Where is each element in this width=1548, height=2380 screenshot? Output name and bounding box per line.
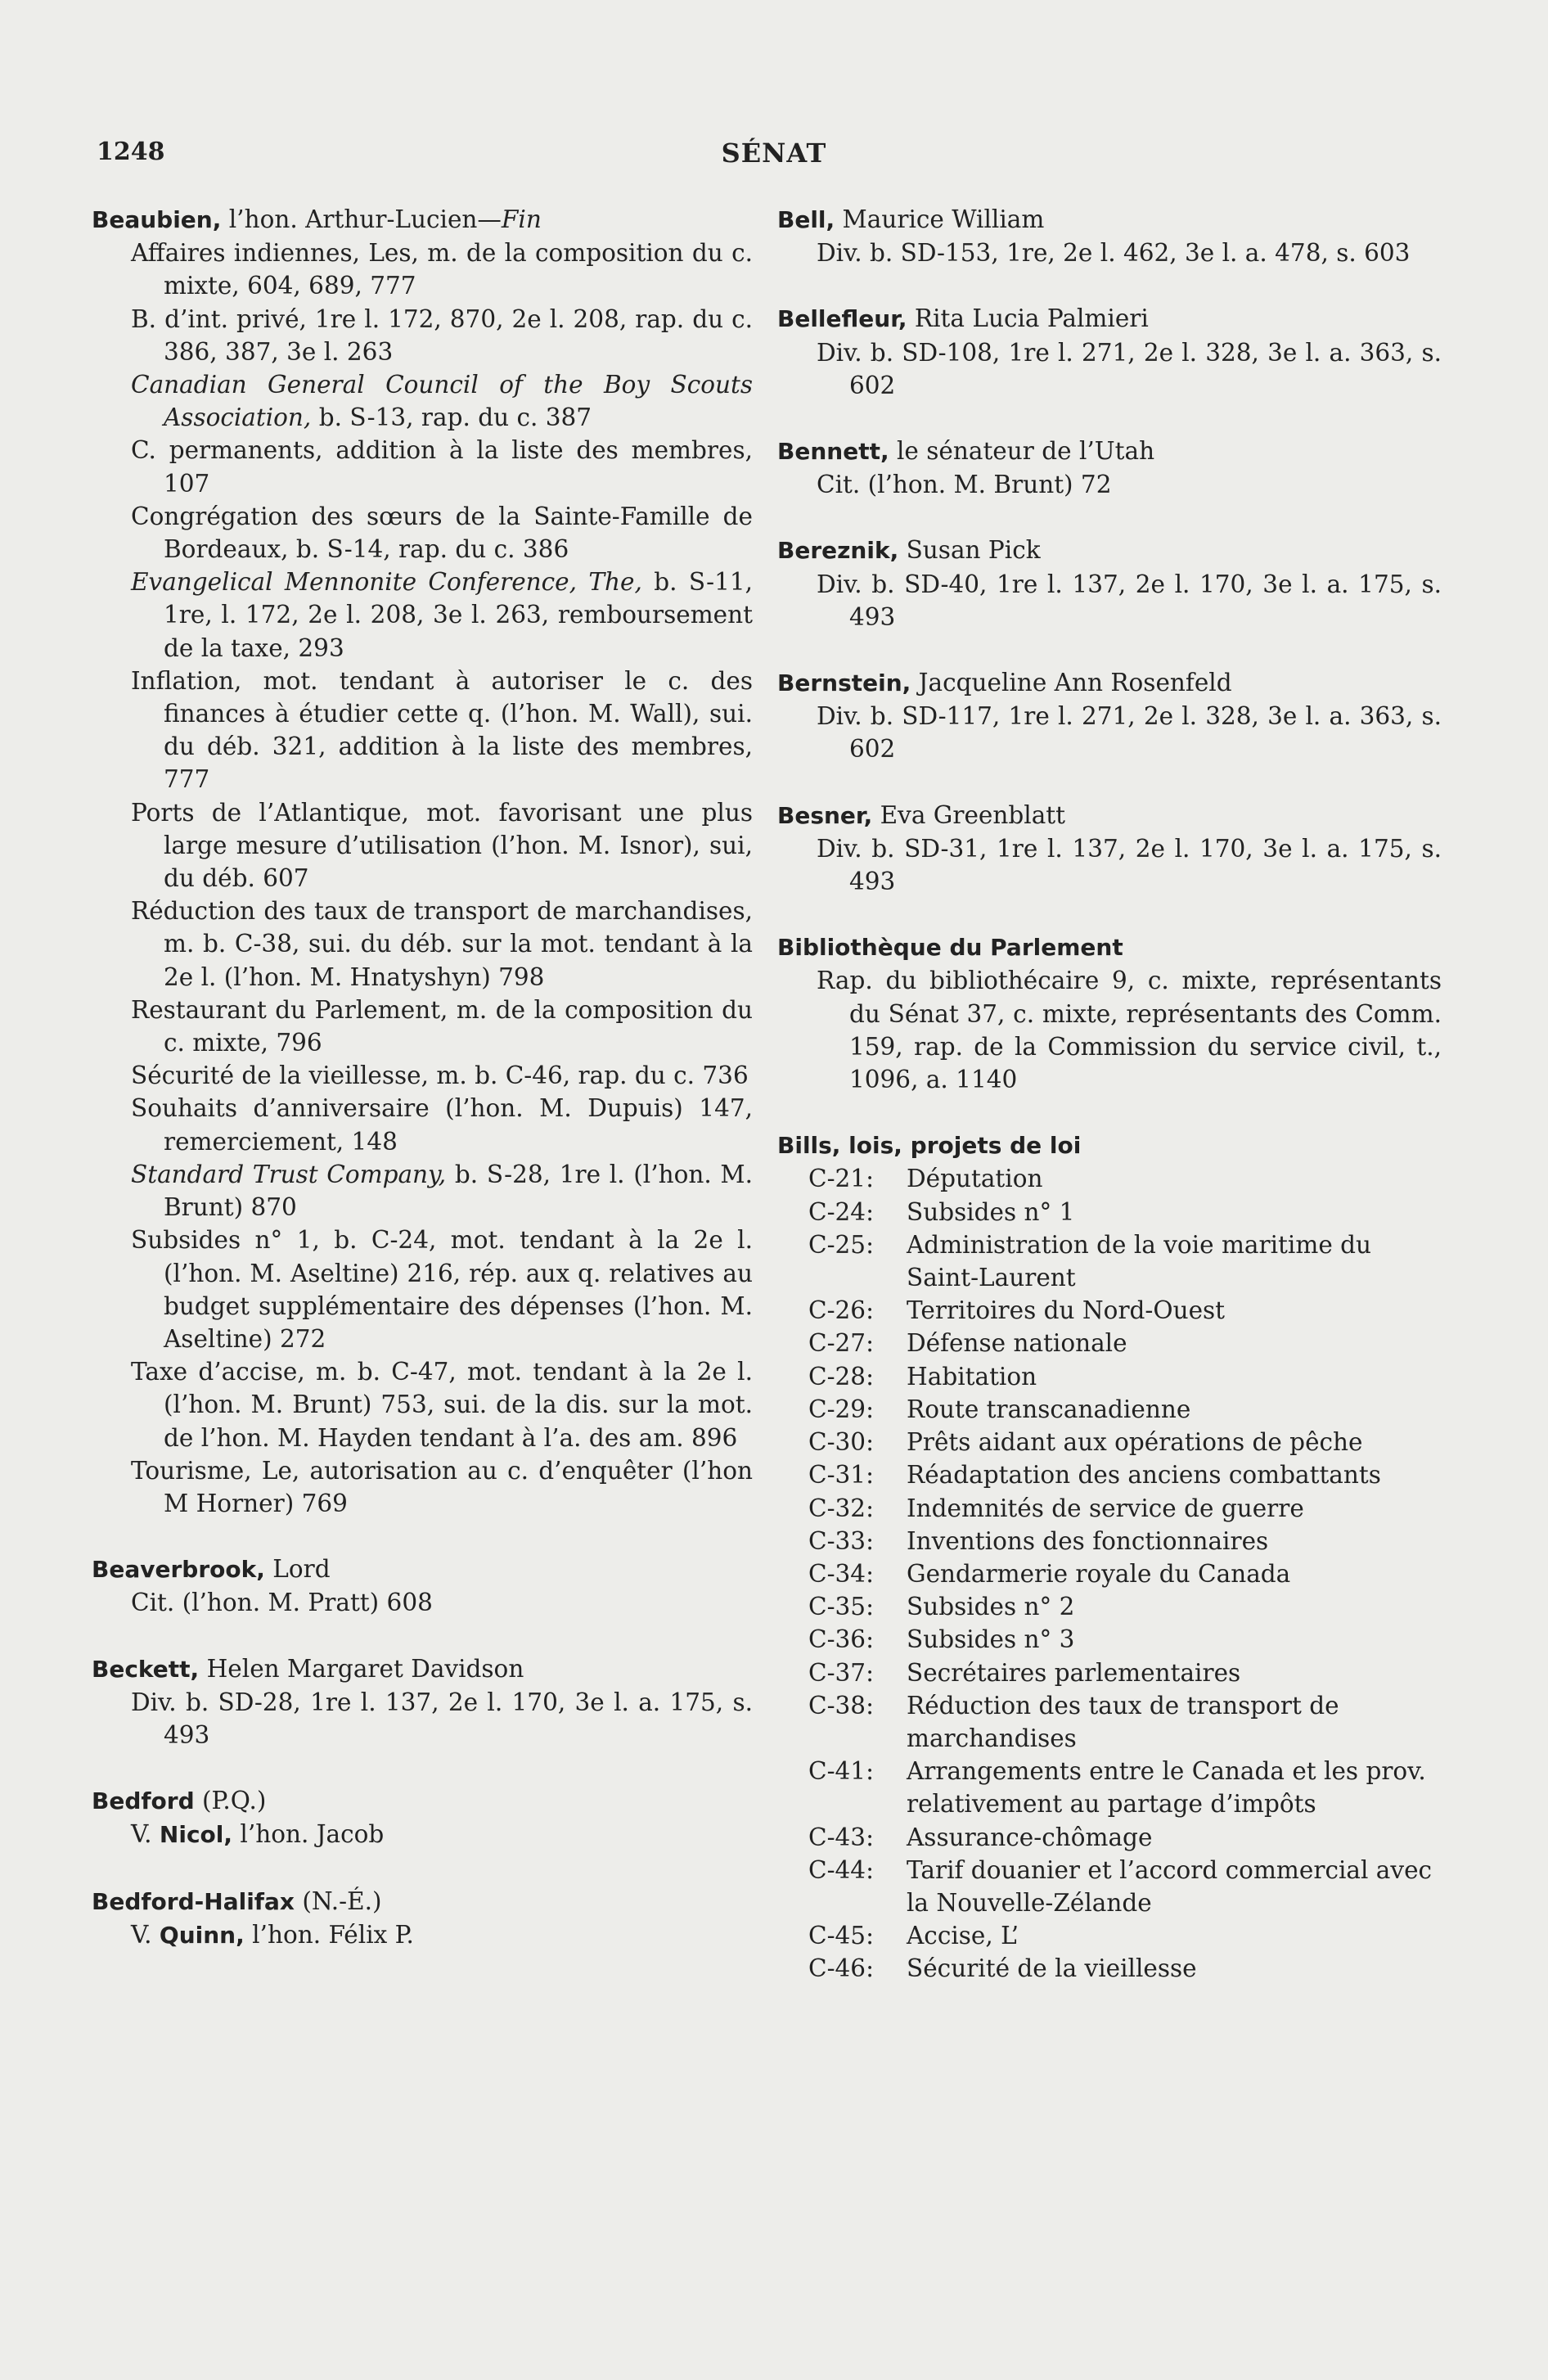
entry-item: Taxe d’accise, m. b. C-47, mot. tendant à la 2e l. (l’hon. M. Brunt) 753, sui. de la dis. sur la mot. de l’hon. M. Hayden tendant à l’a. des am. 896	[131, 1358, 753, 1452]
bill-code: C-44:	[808, 1855, 875, 1884]
entry-name: Beaubien,	[92, 206, 222, 233]
entry-item: Inflation, mot. tendant à autoriser le c. des finances à étudier cette q. (l’hon. M. Wall), sui. du déb. 321, addition à la liste des membres, 777	[131, 666, 753, 794]
entry-name: Bedford	[92, 1787, 195, 1815]
entry-name: Bibliothèque du Parlement	[777, 934, 1123, 962]
entry-heading: Bedford (P.Q.)	[92, 1787, 267, 1815]
bill-row	[777, 1525, 1442, 1557]
bill-row	[777, 1294, 1442, 1327]
index-entry-beckett	[92, 1652, 753, 1752]
bill-code: C-38:	[808, 1691, 875, 1720]
bill-code: C-46:	[808, 1954, 875, 1983]
index-entry-bennett	[777, 435, 1442, 501]
entry-heading: Bennett, le sénateur de l’Utah	[777, 437, 1155, 466]
bill-code: C-35:	[808, 1593, 875, 1621]
bill-code: C-33:	[808, 1526, 875, 1555]
entry-name: Bedford-Halifax	[92, 1887, 295, 1915]
bill-row	[777, 1360, 1442, 1393]
bill-title: Subsides n° 1	[907, 1197, 1075, 1226]
index-entry-besner	[777, 799, 1442, 899]
page-header	[97, 137, 1451, 177]
entry-heading: Besner, Eva Greenblatt	[777, 800, 1066, 829]
bill-row	[777, 1590, 1442, 1623]
bill-row	[777, 1919, 1442, 1952]
index-entry-bellefleur	[777, 302, 1442, 402]
entry-heading	[777, 931, 1442, 964]
bill-title: Défense nationale	[907, 1329, 1127, 1358]
bill-title: Tarif douanier et l’accord commercial avec la Nouvelle-Zélande	[907, 1855, 1433, 1917]
bill-title: Réadaptation des anciens combattants	[907, 1461, 1381, 1490]
entry-name: Bellefleur,	[777, 305, 907, 333]
entry-item: C. permanents, addition à la liste des membres, 107	[131, 436, 753, 498]
bill-code: C-43:	[808, 1823, 875, 1851]
page-number: 1248	[97, 137, 165, 166]
bill-code: C-29:	[808, 1395, 875, 1423]
bill-row	[777, 1162, 1442, 1195]
bill-title: Arrangements entre le Canada et les prov. relativement au partage d’impôts	[907, 1757, 1426, 1819]
entry-heading: Bereznik, Susan Pick	[777, 536, 1041, 565]
bill-title: Gendarmerie royale du Canada	[907, 1559, 1291, 1588]
bill-title: Subsides n° 2	[907, 1593, 1075, 1621]
bill-row	[777, 1854, 1442, 1919]
entry-item: Div. b. SD-117, 1re l. 271, 2e l. 328, 3e l. a. 363, s. 602	[817, 702, 1442, 764]
bill-title: Territoires du Nord-Ouest	[907, 1296, 1226, 1325]
bill-code: C-25:	[808, 1230, 875, 1259]
entry-item: Ports de l’Atlantique, mot. favorisant une plus large mesure d’utilisation (l’hon. M. Isnor), sui, du déb. 607	[131, 798, 753, 893]
bill-title: Habitation	[907, 1362, 1037, 1391]
index-entry-bibliotheque	[777, 931, 1442, 1096]
entry-name: Bennett,	[777, 438, 889, 466]
bill-row	[777, 1426, 1442, 1458]
entry-item: Restaurant du Parlement, m. de la composition du c. mixte, 796	[131, 995, 753, 1057]
bill-code: C-27:	[808, 1329, 875, 1358]
entry-item: B. d’int. privé, 1re l. 172, 870, 2e l. 208, rap. du c. 386, 387, 3e l. 263	[131, 304, 753, 366]
right-column	[777, 203, 1442, 2018]
bill-code: C-34:	[808, 1559, 875, 1588]
index-entry-bills	[777, 1129, 1442, 1985]
entry-item: Rap. du bibliothécaire 9, c. mixte, représentants du Sénat 37, c. mixte, représentants des Comm. 159, rap. de la Commission du service civil, t., 1096, a. 1140	[817, 967, 1442, 1094]
entry-item: Réduction des taux de transport de marchandises, m. b. C-38, sui. du déb. sur la mot. tendant à la 2e l. (l’hon. M. Hnatyshyn) 798	[131, 897, 753, 991]
bill-list	[777, 1162, 1442, 1985]
index-entry-beaubien	[92, 203, 753, 1520]
bill-row	[777, 1557, 1442, 1590]
index-entry-bedford	[92, 1784, 753, 1851]
index-entry-beaverbrook	[92, 1553, 753, 1619]
bill-code: C-31:	[808, 1461, 875, 1490]
bill-code: C-36:	[808, 1625, 875, 1654]
bill-row	[777, 1458, 1442, 1491]
entry-item: Canadian General Council of the Boy Scouts Association, b. S-13, rap. du c. 387	[131, 371, 753, 432]
entry-item: Subsides n° 1, b. C-24, mot. tendant à la 2e l. (l’hon. M. Aseltine) 216, rép. aux q. relatives au budget supplémentaire des dépenses (l’hon. M. Aseltine) 272	[131, 1226, 753, 1353]
bill-title: Accise, L’	[907, 1922, 1019, 1950]
entry-heading: Beaubien, l’hon. Arthur-Lucien—Fin	[92, 205, 542, 233]
bill-row	[777, 1952, 1442, 1985]
index-entry-bell	[777, 203, 1442, 269]
entry-heading	[777, 1129, 1442, 1162]
left-column	[92, 203, 753, 1985]
entry-item: Div. b. SD-153, 1re, 2e l. 462, 3e l. a. 478, s. 603	[817, 239, 1411, 268]
entry-heading: Bernstein, Jacqueline Ann Rosenfeld	[777, 669, 1232, 697]
entry-item: Div. b. SD-108, 1re l. 271, 2e l. 328, 3e l. a. 363, s. 602	[817, 338, 1442, 399]
entry-item: Cit. (l’hon. M. Brunt) 72	[817, 471, 1112, 499]
bill-title: Route transcanadienne	[907, 1395, 1191, 1423]
bill-row	[777, 1623, 1442, 1656]
entry-see-also: V. Nicol, l’hon. Jacob	[131, 1820, 385, 1849]
index-entry-bedford-halifax	[92, 1885, 753, 1952]
entry-item: Standard Trust Company, b. S-28, 1re l. (l’hon. M. Brunt) 870	[131, 1160, 753, 1222]
bill-code: C-32:	[808, 1494, 875, 1522]
entry-name: Bernstein,	[777, 669, 911, 697]
bill-title: Députation	[907, 1165, 1043, 1193]
bill-row	[777, 1393, 1442, 1426]
entry-name: Bell,	[777, 206, 835, 233]
entry-item: Souhaits d’anniversaire (l’hon. M. Dupuis) 147, remerciement, 148	[131, 1094, 753, 1156]
bill-code: C-45:	[808, 1922, 875, 1950]
entry-item: Evangelical Mennonite Conference, The, b. S-11, 1re, l. 172, 2e l. 208, 3e l. 263, remboursement de la taxe, 293	[131, 568, 753, 662]
entry-item: Div. b. SD-28, 1re l. 137, 2e l. 170, 3e l. a. 175, s. 493	[131, 1688, 753, 1749]
entry-heading: Beaverbrook, Lord	[92, 1555, 331, 1584]
bill-row	[777, 1327, 1442, 1359]
bill-row	[777, 1689, 1442, 1755]
bill-code: C-37:	[808, 1658, 875, 1687]
index-entry-bereznik	[777, 534, 1442, 633]
entry-item: Tourisme, Le, autorisation au c. d’enquêter (l’hon M Horner) 769	[131, 1456, 753, 1517]
entry-item: Congrégation des sœurs de la Sainte-Famille de Bordeaux, b. S-14, rap. du c. 386	[131, 502, 753, 564]
bill-code: C-24:	[808, 1197, 875, 1226]
entry-item: Div. b. SD-40, 1re l. 137, 2e l. 170, 3e l. a. 175, s. 493	[817, 570, 1442, 631]
entry-see-also: V. Quinn, l’hon. Félix P.	[131, 1920, 414, 1949]
entry-name: Beaverbrook,	[92, 1556, 265, 1584]
index-entry-bernstein	[777, 666, 1442, 766]
bill-row	[777, 1228, 1442, 1294]
bill-code: C-41:	[808, 1757, 875, 1786]
entry-item: Affaires indiennes, Les, m. de la composition du c. mixte, 604, 689, 777	[131, 239, 753, 300]
bill-title: Assurance-chômage	[907, 1823, 1153, 1851]
bill-code: C-30:	[808, 1428, 875, 1457]
bill-title: Inventions des fonctionnaires	[907, 1526, 1269, 1555]
bill-row	[777, 1821, 1442, 1854]
bill-code: C-21:	[808, 1165, 875, 1193]
bill-title: Secrétaires parlementaires	[907, 1658, 1241, 1687]
bill-row	[777, 1755, 1442, 1820]
entry-name: Bereznik,	[777, 537, 899, 565]
bill-row	[777, 1196, 1442, 1228]
bill-title: Prêts aidant aux opérations de pêche	[907, 1428, 1363, 1457]
bill-title: Réduction des taux de transport de marchandises	[907, 1691, 1339, 1752]
bill-title: Subsides n° 3	[907, 1625, 1075, 1654]
page-title: SÉNAT	[721, 137, 827, 169]
entry-heading: Beckett, Helen Margaret Davidson	[92, 1654, 524, 1683]
bill-row	[777, 1657, 1442, 1689]
bill-title: Sécurité de la vieillesse	[907, 1954, 1197, 1983]
entry-heading: Bedford-Halifax (N.-É.)	[92, 1886, 382, 1915]
bill-code: C-26:	[808, 1296, 875, 1325]
bill-title: Indemnités de service de guerre	[907, 1494, 1304, 1522]
entry-item: Div. b. SD-31, 1re l. 137, 2e l. 170, 3e l. a. 175, s. 493	[817, 834, 1442, 896]
entry-name: Beckett,	[92, 1655, 200, 1683]
entry-item: Sécurité de la vieillesse, m. b. C-46, rap. du c. 736	[131, 1062, 749, 1090]
entry-heading: Bell, Maurice William	[777, 205, 1045, 233]
entry-name: Bills, lois, projets de loi	[777, 1132, 1082, 1160]
entry-heading: Bellefleur, Rita Lucia Palmieri	[777, 304, 1149, 333]
bill-code: C-28:	[808, 1362, 875, 1391]
entry-name: Besner,	[777, 801, 873, 829]
bill-title: Administration de la voie maritime du Saint-Laurent	[907, 1230, 1372, 1292]
bill-row	[777, 1492, 1442, 1525]
entry-item: Cit. (l’hon. M. Pratt) 608	[131, 1589, 433, 1617]
